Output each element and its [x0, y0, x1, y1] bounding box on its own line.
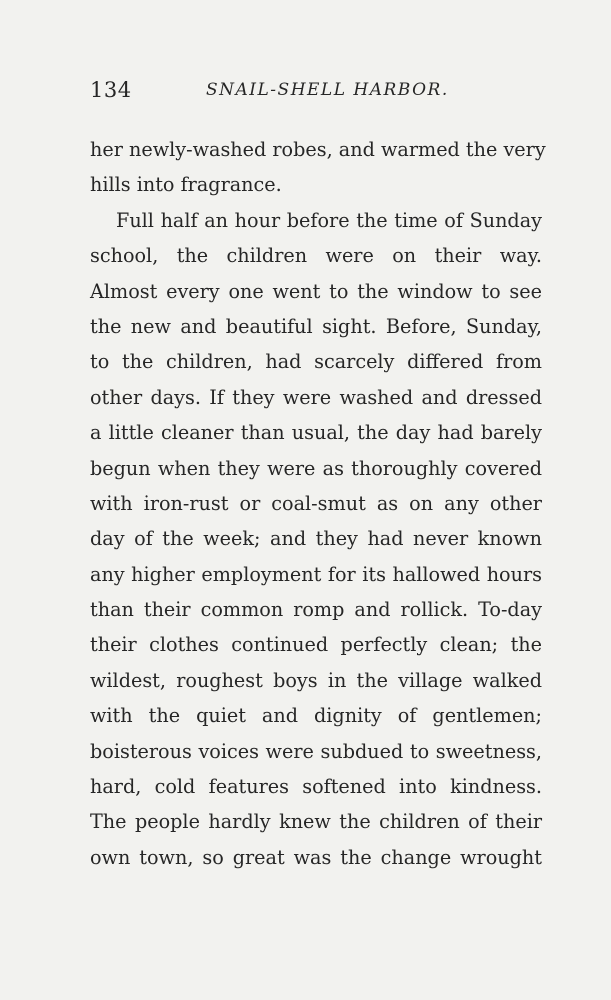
- text-line: to the children, had scarcely differed from: [90, 350, 542, 374]
- text-line: Full half an hour before the time of Sunday: [116, 208, 542, 232]
- text-line: Almost every one went to the window to see: [90, 279, 542, 303]
- text-line: begun when they were as thoroughly covered: [90, 456, 542, 480]
- text-line: The people hardly knew the children of their: [90, 810, 542, 834]
- text-line: hard, cold features softened into kindness.: [90, 775, 542, 799]
- running-head: [90, 78, 542, 104]
- text-line: wildest, roughest boys in the village walked: [90, 668, 542, 692]
- text-line: the new and beautiful sight. Before, Sunday,: [90, 314, 542, 338]
- text-line: than their common romp and rollick. To-day: [90, 598, 542, 622]
- text-line: with iron-rust or coal-smut as on any other: [90, 491, 542, 515]
- body-text: [90, 132, 546, 875]
- text-line: school, the children were on their way.: [90, 244, 542, 268]
- text-line: a little cleaner than usual, the day had barely: [90, 421, 542, 445]
- text-line: with the quiet and dignity of gentlemen;: [90, 704, 542, 728]
- text-line: any higher employment for its hallowed hours: [90, 562, 542, 586]
- text-line: their clothes continued perfectly clean; the: [90, 633, 542, 657]
- text-line: own town, so great was the change wrought: [90, 845, 542, 869]
- page-number: 134: [90, 78, 132, 102]
- text-line: boisterous voices were subdued to sweetness,: [90, 739, 542, 763]
- text-line: day of the week; and they had never known: [90, 527, 542, 551]
- text-line: hills into fragrance.: [90, 173, 282, 197]
- text-line: other days. If they were washed and dressed: [90, 385, 542, 409]
- running-title: SNAIL-SHELL HARBOR.: [206, 80, 449, 100]
- text-line: her newly-washed robes, and warmed the very: [90, 138, 546, 161]
